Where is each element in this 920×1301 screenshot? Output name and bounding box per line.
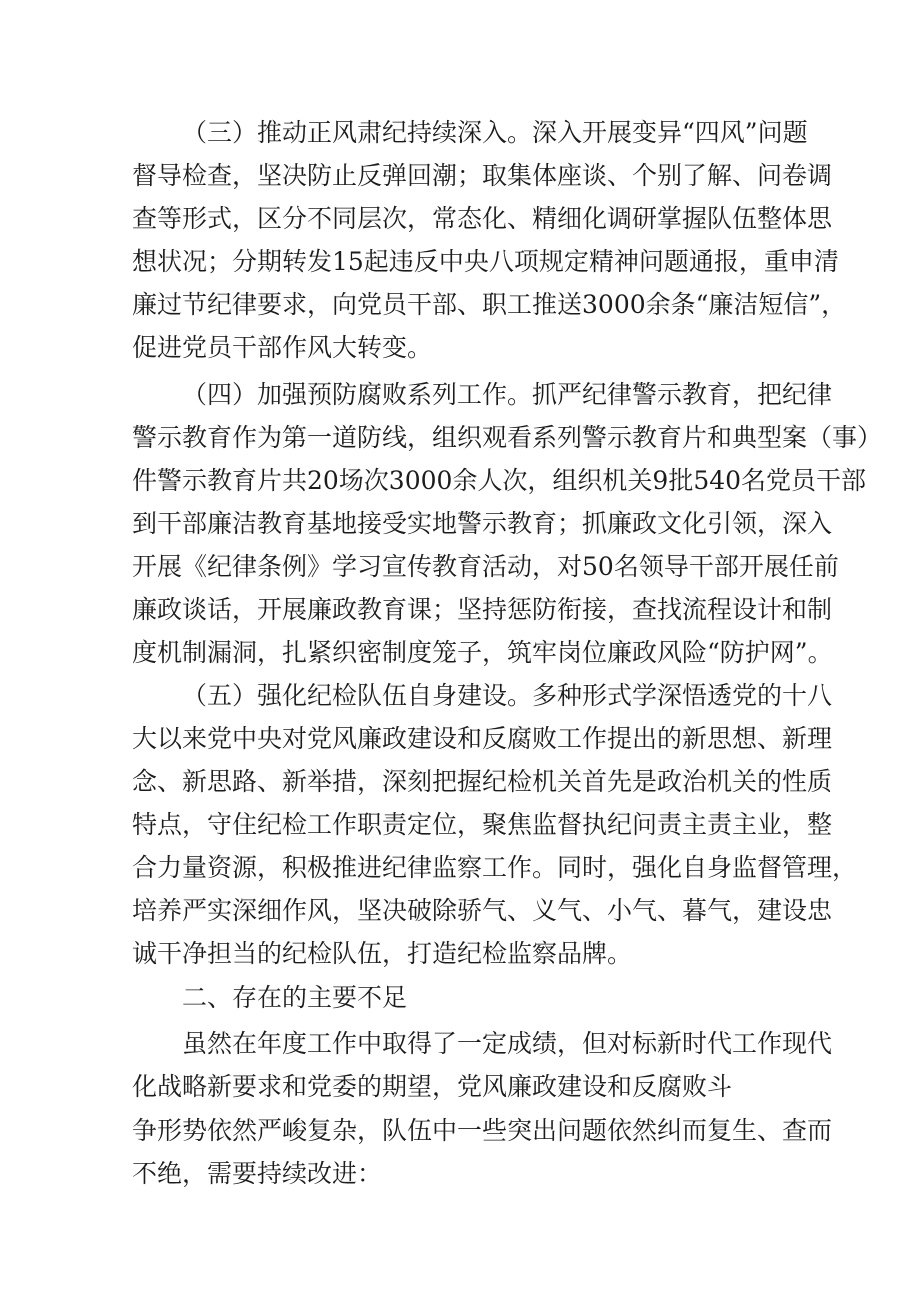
para4-line-1: （四）加强预防腐败系列工作。抓严纪律警示教育，把纪律 (182, 380, 833, 409)
para3-line-3: 查等形式，区分不同层次，常态化、精细化调研掌握队伍整体思 (132, 204, 833, 233)
para5-line-7: 诚干净担当的纪检队伍，打造纪检监察品牌。 (132, 939, 633, 968)
para4-line-6: 廉政谈话，开展廉政教育课；坚持惩防衔接，查找流程设计和制 (132, 595, 833, 624)
para4-line-2: 警示教育作为第一道防线，组织观看系列警示教育片和典型案（事） (132, 423, 883, 452)
para3-line-4: 想状况；分期转发15起违反中央八项规定精神问题通报，重申清 (132, 247, 839, 276)
para3-line-6: 促进党员干部作风大转变。 (132, 333, 433, 362)
para5-line-5: 合力量资源，积极推进纪律监察工作。同时，强化自身监督管理， (132, 853, 858, 882)
para6-line-1: 虽然在年度工作中取得了一定成绩，但对标新时代工作现代 (182, 1029, 833, 1058)
para3-line-2: 督导检查，坚决防止反弹回潮；取集体座谈、个别了解、问卷调 (132, 161, 833, 190)
para4-line-3: 件警示教育片共20场次3000余人次，组织机关9批540名党员干部 (132, 466, 867, 495)
para5-line-6: 培养严实深细作风，坚决破除骄气、义气、小气、暮气，建设忠 (132, 896, 833, 925)
para5-line-3: 念、新思路、新举措，深刻把握纪检机关首先是政治机关的性质 (132, 767, 833, 796)
para5-line-4: 特点，守住纪检工作职责定位，聚焦监督执纪问责主责主业，整 (132, 810, 833, 839)
para3-line-1: （三）推动正风肃纪持续深入。深入开展变异“四风”问题 (182, 118, 808, 147)
para4-line-5: 开展《纪律条例》学习宣传教育活动，对50名领导干部开展任前 (132, 552, 839, 581)
para6-line-4: 不绝，需要持续改进： (132, 1159, 383, 1188)
para6-line-3: 争形势依然严峻复杂，队伍中一些突出问题依然纠而复生、查而 (132, 1116, 833, 1145)
section-heading: 二、存在的主要不足 (182, 983, 408, 1012)
para5-line-1: （五）强化纪检队伍自身建设。多种形式学深悟透党的十八 (182, 681, 833, 710)
para6-line-2: 化战略新要求和党委的期望，党风廉政建设和反腐败斗 (132, 1072, 733, 1101)
para4-line-4: 到干部廉洁教育基地接受实地警示教育；抓廉政文化引领，深入 (132, 509, 833, 538)
para4-line-7: 度机制漏洞，扎紧织密制度笼子，筑牢岗位廉政风险“防护网”。 (132, 638, 833, 667)
para5-line-2: 大以来党中央对党风廉政建设和反腐败工作提出的新思想、新理 (132, 724, 833, 753)
para3-line-5: 廉过节纪律要求，向党员干部、职工推送3000余条“廉洁短信”， (132, 290, 847, 319)
